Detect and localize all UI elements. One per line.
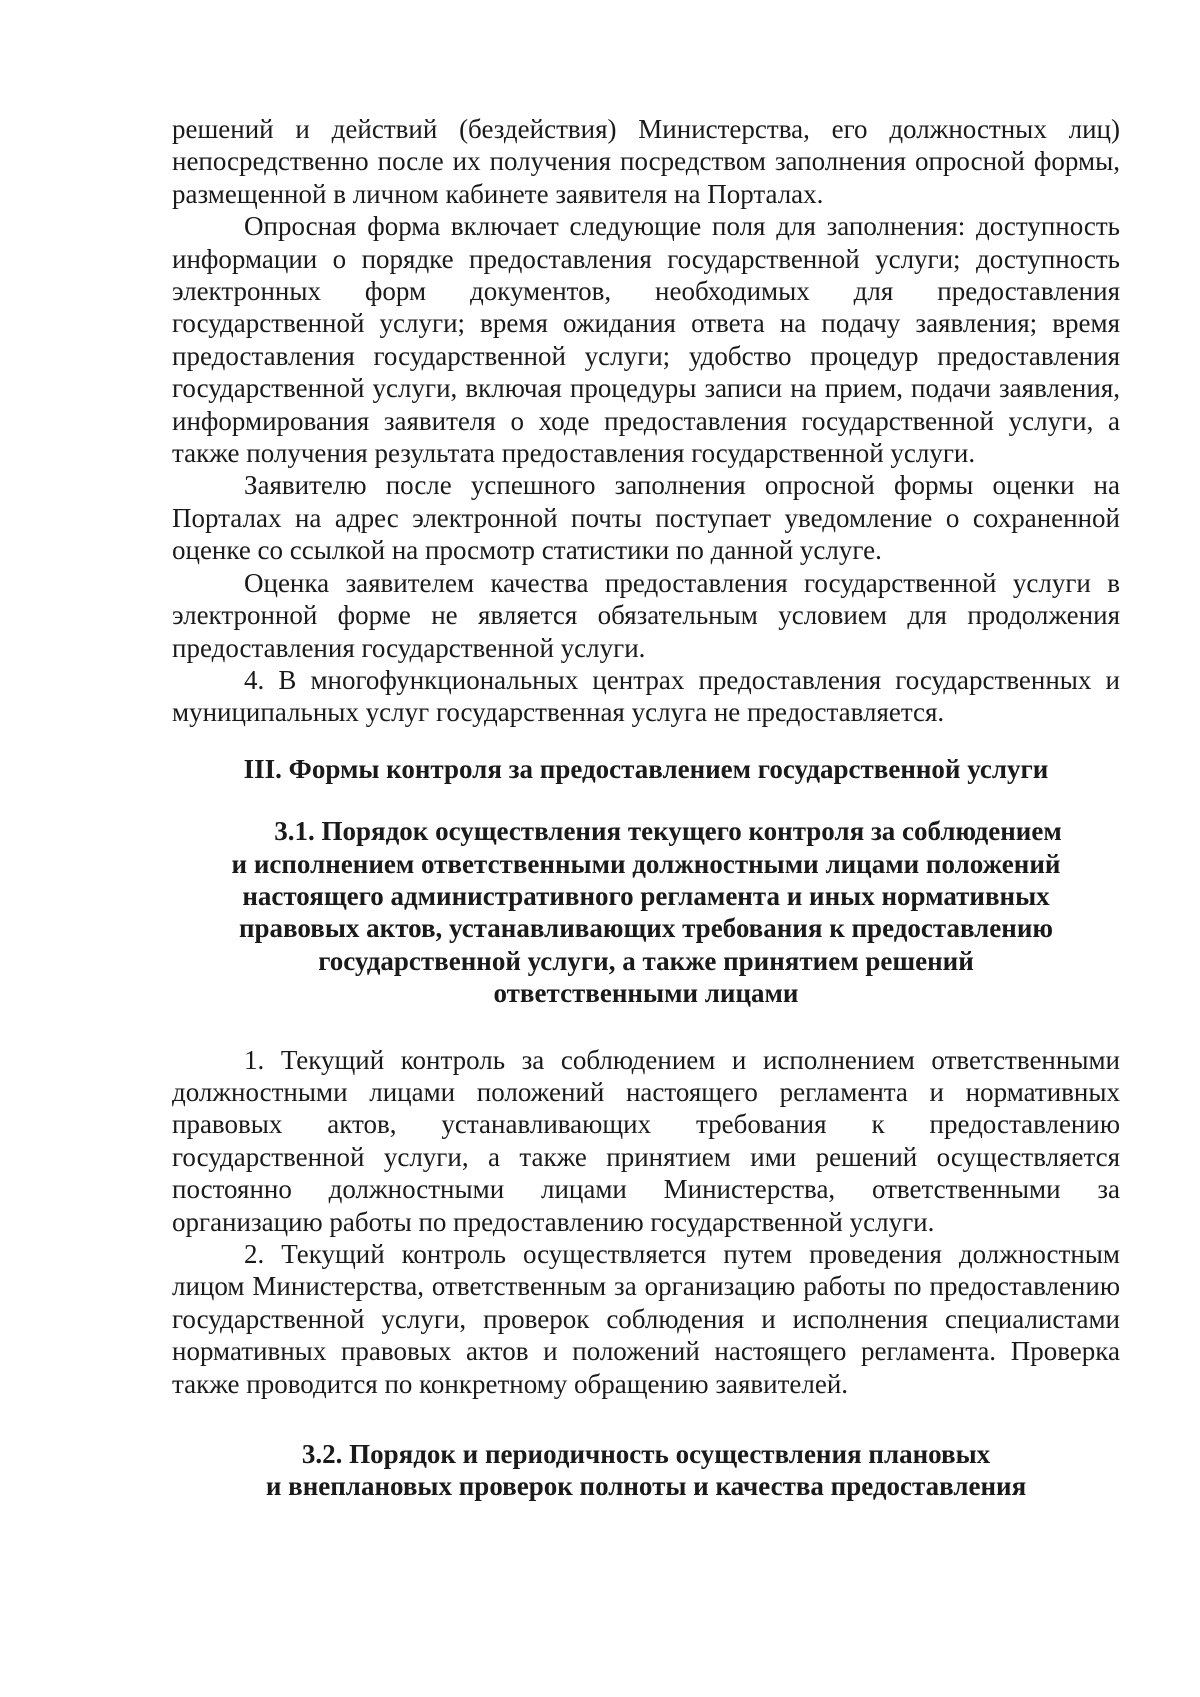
heading-line: государственной услуги, а также принятием решений [318,945,974,976]
spacer [172,1010,1120,1044]
heading-line: 3.1. Порядок осуществления текущего контроля за соблюдением [274,816,1062,847]
heading-line: и внеплановых проверок полноты и качества предоставления [265,1471,1027,1502]
paragraph-notification: Заявителю после успешного заполнения опросной формы оценки на Порталах на адрес электронной почты поступает уведомление о сохраненной оценке со ссылкой на просмотр статистики по данной услуге. [172,470,1120,566]
paragraph-continuation: решений и действий (бездействия) Министерства, его должностных лиц) непосредственно после их получения посредством заполнения опросной формы, размещенной в личном кабинете заявителя на Порталах. [172,114,1120,209]
paragraph-quality-evaluation: Оценка заявителем качества предоставления государственной услуги в электронной форме не является обязательным условием для продолжения предоставления государственной услуги. [172,567,1120,663]
heading-line: настоящего административного регламента и иных нормативных [242,880,1050,911]
paragraph-item-4: 4. В многофункциональных центрах предоставления государственных и муниципальных услуг государственная услуга не предоставляется. [172,664,1120,728]
heading-line: и исполнением ответственными должностными лицами положений [231,848,1061,879]
subsection-heading-3-2 [172,1438,1120,1503]
heading-line: правовых актов, устанавливающих требования к предоставлению [238,913,1054,944]
paragraph-current-control-2: 2. Текущий контроль осуществляется путем проведения должностным лицом Министерства, ответственным за организацию работы по предоставлению государственной услуги, проверок соблюдения и исполнения специалистами нормативных правовых актов и положений настоящего регламента. Проверка также проводится по конкретному обращению заявителей. [172,1239,1120,1399]
subsection-heading-3-1 [172,815,1120,1009]
heading-line: ответственными лицами [493,978,799,1009]
paragraph-current-control-1: 1. Текущий контроль за соблюдением и исполнением ответственными должностными лицами положений настоящего регламента и нормативных правовых актов, устанавливающих требования к предоставлению государственной услуги, а также принятием ими решений осуществляется постоянно должностными лицами Министерства, ответственными за организацию работы по предоставлению государственной услуги. [172,1044,1120,1237]
section-heading-iii: III. Формы контроля за предоставлением государственной услуги [243,753,1049,784]
document-body [172,113,1120,1503]
paragraph-survey-form-fields: Опросная форма включает следующие поля для заполнения: доступность информации о порядке предоставления государственной услуги; доступность электронных форм документов, необходимых для предоставления государственной услуги; время ожидания ответа на подачу заявления; время предоставления государственной услуги; удобство процедур предоставления государственной услуги, включая процедуры записи на прием, подачи заявления, информирования заявителя о ходе предоставления государственной услуги, а также получения результата предоставления государственной услуги. [172,211,1120,469]
heading-line: 3.2. Порядок и периодичность осуществления плановых [301,1439,991,1470]
